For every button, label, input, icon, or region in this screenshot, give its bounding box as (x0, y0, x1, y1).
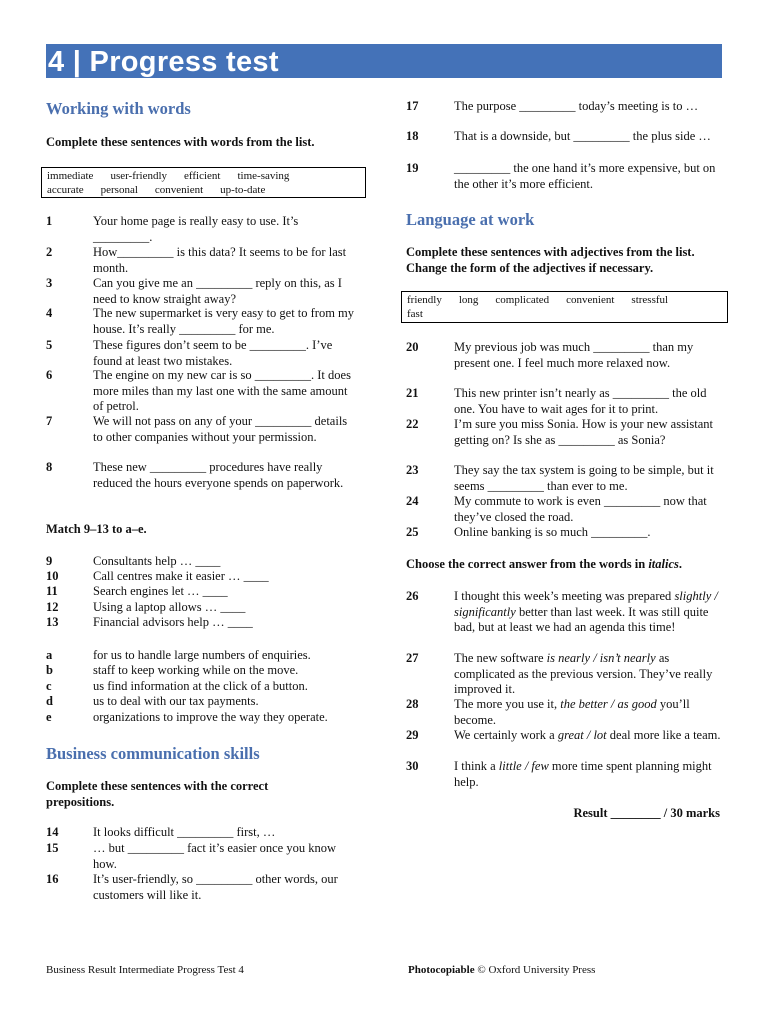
page-title: 4 | Progress test (48, 46, 279, 78)
question-text: It’s user-friendly, so _________ other words, our customers will like it. (93, 872, 338, 902)
question-text: Financial advisors help … ____ (93, 615, 253, 629)
question-text: These new _________ procedures have really reduced the hours everyone spends on paperwork. (93, 460, 344, 490)
question-text: My commute to work is even _________ now that they’ve closed the road. (454, 494, 707, 524)
footer-right: Photocopiable © Oxford University Press (408, 964, 596, 976)
question-number: 2 (46, 245, 53, 259)
result-score: Result ________ / 30 marks (573, 806, 720, 820)
question-text: How_________ is this data? It seems to be for last month. (93, 245, 347, 275)
title-banner (46, 44, 722, 78)
answer-text: us find information at the click of a button. (93, 679, 308, 693)
instruction-4: Choose the correct answer from the words in italics. (406, 557, 683, 571)
answer-text: us to deal with our tax payments. (93, 694, 259, 708)
section-heading-language-at-work: Language at work (406, 210, 535, 229)
question-number: 27 (406, 651, 419, 665)
question-text: Using a laptop allows … ____ (93, 600, 246, 614)
question-number: 10 (46, 569, 59, 583)
question-number: 3 (46, 276, 53, 290)
question-text: That is a downside, but _________ the plus side … (454, 129, 711, 143)
question-text: I’m sure you miss Sonia. How is your new assistant getting on? Is she as _________ as Sonia? (454, 417, 714, 447)
question-number: 25 (406, 525, 419, 539)
question-number: 22 (406, 417, 419, 431)
question-number: 7 (46, 414, 53, 428)
question-text: The more you use it, the better / as good you’ll become. (454, 697, 690, 727)
answer-letter: c (46, 679, 52, 693)
question-number: 28 (406, 697, 419, 711)
word: complicated (495, 294, 550, 306)
question-number: 4 (46, 306, 53, 320)
question-number: 17 (406, 99, 419, 113)
match-instruction: Match 9–13 to a–e. (46, 522, 147, 536)
question-text: … but _________ fact it’s easier once you know how. (93, 841, 337, 871)
question-number: 9 (46, 554, 53, 568)
question-number: 6 (46, 368, 53, 382)
question-number: 18 (406, 129, 419, 143)
answer-letter: a (46, 648, 53, 662)
instruction-2: Complete these sentences with the correct prepositions. (46, 779, 269, 809)
question-number: 8 (46, 460, 53, 474)
question-text: They say the tax system is going to be simple, but it seems _________ than ever to me. (454, 463, 714, 493)
question-number: 20 (406, 340, 419, 354)
question-number: 26 (406, 589, 419, 603)
answer-letter: d (46, 694, 53, 708)
question-text: We certainly work a great / lot deal more like a team. (454, 728, 721, 742)
word: efficient (184, 170, 221, 182)
answer-text: organizations to improve the way they operate. (93, 710, 328, 724)
answer-letter: e (46, 710, 52, 724)
question-number: 15 (46, 841, 59, 855)
question-text: Your home page is really easy to use. It’s _________. (93, 214, 299, 244)
word: convenient (566, 294, 615, 306)
question-number: 21 (406, 386, 419, 400)
answer-text: for us to handle large numbers of enquiries. (93, 648, 311, 662)
word-list-box-1 (41, 167, 366, 198)
question-number: 29 (406, 728, 419, 742)
word: time-saving (237, 170, 290, 182)
question-text: The new supermarket is very easy to get to from my house. It’s really _________ for me. (93, 306, 355, 336)
question-number: 12 (46, 600, 59, 614)
instruction-3: Complete these sentences with adjectives from the list. Change the form of the adjectives if necessary. (406, 245, 695, 275)
word: personal (100, 184, 138, 196)
question-number: 16 (46, 872, 59, 886)
question-text: We will not pass on any of your _________ details to other companies without your permission. (93, 414, 348, 444)
word-list-box-2 (401, 291, 728, 323)
word: stressful (631, 294, 669, 306)
question-text: The engine on my new car is so _________. It does more miles than my last one with the same amount of petrol. (93, 368, 351, 413)
answer-text: staff to keep working while on the move. (93, 663, 299, 677)
question-text: Online banking is so much _________. (454, 525, 651, 539)
word: friendly (407, 294, 442, 306)
word: fast (407, 308, 423, 320)
word: up-to-date (220, 184, 266, 196)
instruction-1: Complete these sentences with words from the list. (46, 135, 315, 149)
question-number: 23 (406, 463, 419, 477)
question-text: I thought this week’s meeting was prepared slightly / significantly better than last week. It was still quite bad, but at least we had an agenda this time! (454, 589, 718, 634)
answer-letter: b (46, 663, 53, 677)
question-number: 5 (46, 338, 53, 352)
question-text: The new software is nearly / isn’t nearly as complicated as the previous version. They’ve really improved it. (454, 651, 713, 696)
footer-left: Business Result Intermediate Progress Test 4 (46, 964, 244, 976)
question-text: This new printer isn’t nearly as _________ the old one. You have to wait ages for it to print. (454, 386, 707, 416)
question-number: 14 (46, 825, 59, 839)
question-number: 13 (46, 615, 59, 629)
question-number: 19 (406, 161, 419, 175)
question-number: 30 (406, 759, 419, 773)
question-text: I think a little / few more time spent planning might help. (454, 759, 712, 789)
question-text: It looks difficult _________ first, … (93, 825, 276, 839)
section-heading-business-communication: Business communication skills (46, 744, 260, 763)
question-number: 24 (406, 494, 419, 508)
question-number: 11 (46, 584, 58, 598)
word: convenient (154, 184, 204, 196)
question-text: Consultants help … ____ (93, 554, 221, 568)
question-text: _________ the one hand it’s more expensive, but on the other it’s more efficient. (454, 161, 716, 191)
question-text: Search engines let … ____ (93, 584, 228, 598)
word: immediate (47, 170, 94, 182)
word: long (458, 294, 479, 306)
question-number: 1 (46, 214, 53, 228)
question-text: My previous job was much _________ than my present one. I feel much more relaxed now. (454, 340, 694, 370)
question-text: These figures don’t seem to be _________. I’ve found at least two mistakes. (93, 338, 333, 368)
question-text: Call centres make it easier … ____ (93, 569, 269, 583)
question-text: Can you give me an _________ reply on this, as I need to know straight away? (93, 276, 342, 306)
section-heading-working-with-words: Working with words (46, 99, 191, 118)
word: user-friendly (110, 170, 168, 182)
question-text: The purpose _________ today’s meeting is to … (454, 99, 699, 113)
word: accurate (47, 184, 84, 196)
